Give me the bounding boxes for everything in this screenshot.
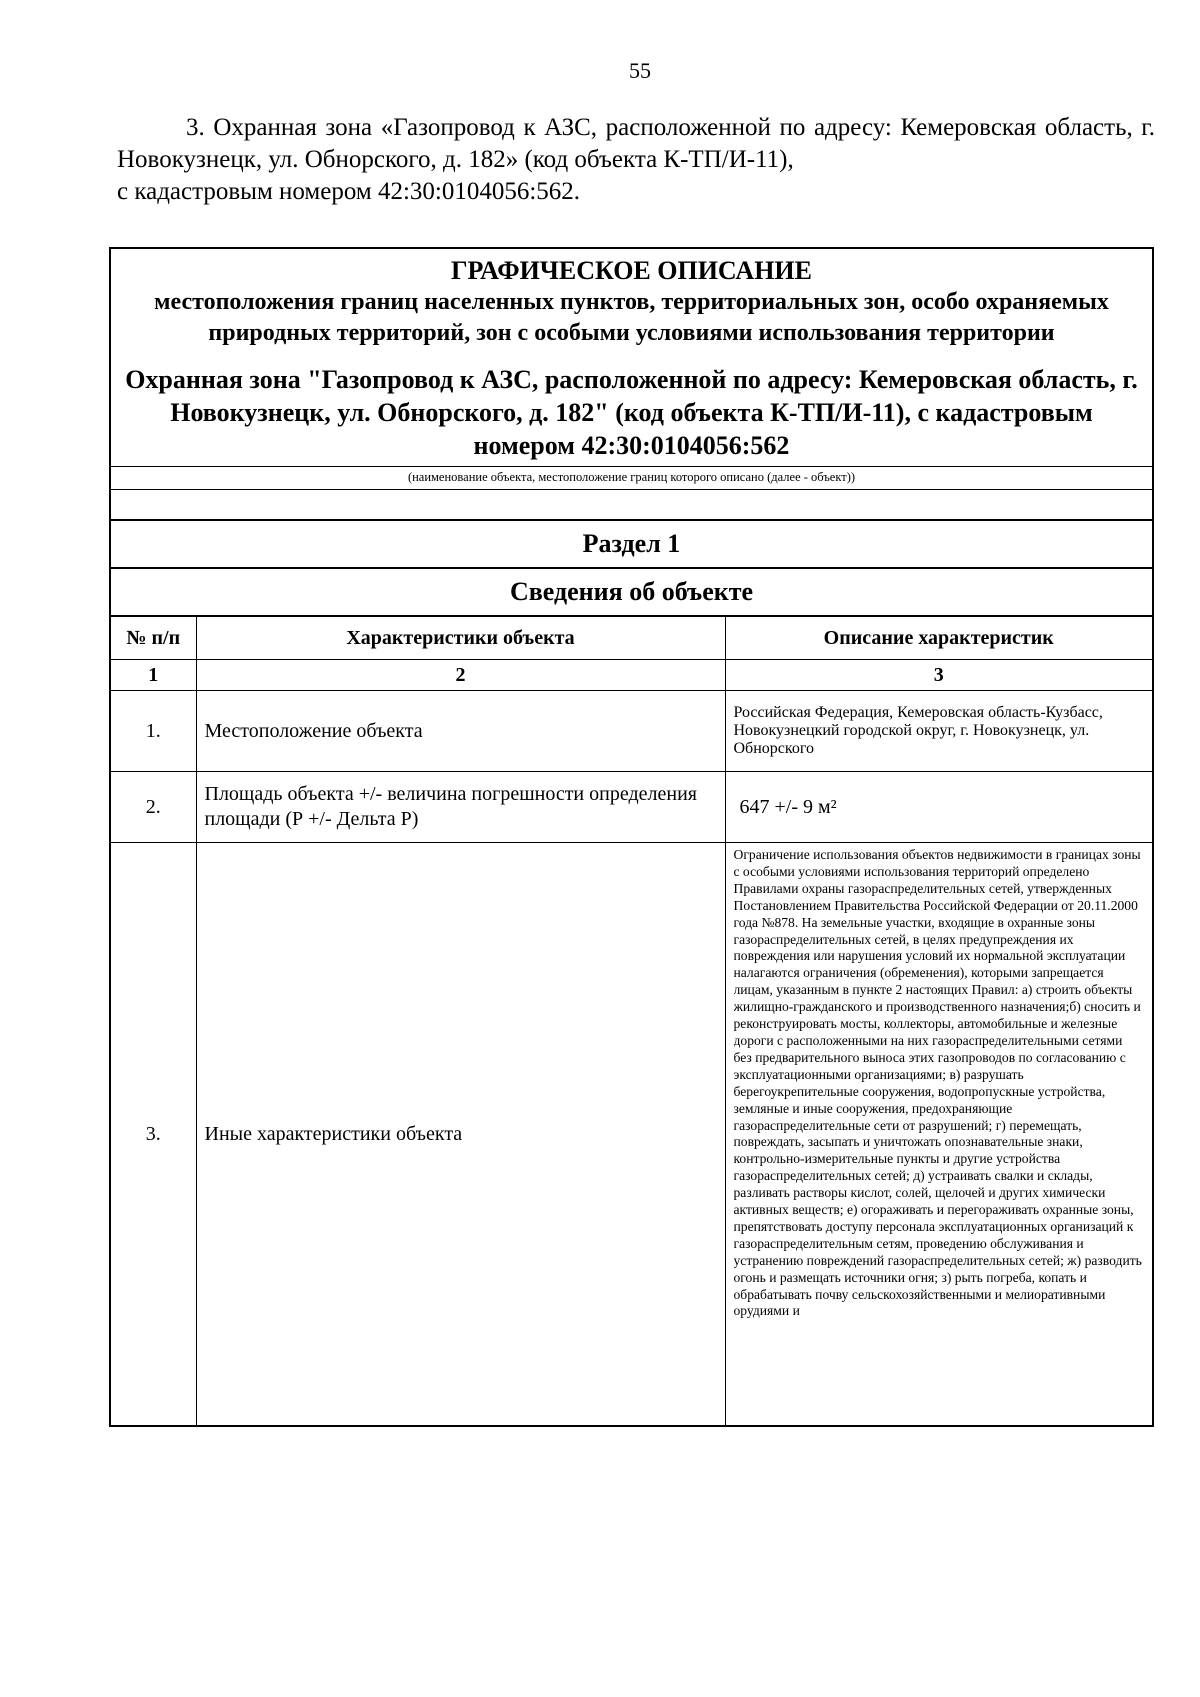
row-number: 3. [111,843,196,1426]
section-title: Раздел 1 [111,519,1152,567]
intro-line-1: 3. Охранная зона «Газопровод к АЗС, расположенной по адресу: Кемеровская область, г. Новокузнецк, ул. Обнорского, д. 182» (код объекта К-ТП/И-11), [117,114,1155,173]
graphic-description-form [109,247,1154,1427]
table-column-numbers [111,660,1152,691]
intro-line-2: с кадастровым номером 42:30:0104056:562. [117,178,581,205]
row-characteristic: Местоположение объекта [196,691,725,772]
column-number-3: 3 [725,660,1152,691]
row-description: Ограничение использования объектов недвижимости в границах зоны с особыми условиями использования территорий определено Правилами охраны газораспределительных сетей, утвержденных Постановлением Правительства Российской Федерации от 20.11.2000 года №878. На земельные участки, входящие в охранные зоны газораспределительных сетей, в целях предупреждения их повреждения или нарушения условий их нормальной эксплуатации налагаются ограничения (обременения), которыми запрещается лицам, указанным в пункте 2 настоящих Правил: а) строить объекты жилищно-гражданского и производственного назначения;б) сносить и реконструировать мосты, коллекторы, автомобильные и железные дороги с расположенными на них газораспределительными сетями без предварительного выноса этих газопроводов по согласованию с эксплуатационными организациями; в) разрушать берегоукрепительные сооружения, водопропускные устройства, земляные и иные сооружения, предохраняющие газораспределительные сети от разрушений; г) перемещать, повреждать, засыпать и уничтожать опознавательные знаки, контрольно-измерительные пункты и другие устройства газораспределительных сетей; д) устраивать свалки и склады, разливать растворы кислот, солей, щелочей и других химически активных веществ; е) огораживать и перегораживать охранные зоны, препятствовать доступу персонала эксплуатационных организаций к газораспределительным сетям, проведению обслуживания и устранению повреждений газораспределительных сетей; ж) разводить огонь и размещать источники огня; з) рыть погреба, копать и обрабатывать почву сельскохозяйственными и мелиоративными орудиями и [733,847,1142,1319]
row-characteristic: Иные характеристики объекта [196,843,725,1426]
title-block [111,249,1152,466]
table-row [111,691,1152,772]
document-subtitle: местоположения границ населенных пунктов, территориальных зон, особо охраняемых природных территорий, зон с особыми условиями использования территории [154,289,1109,346]
object-name: Охранная зона "Газопровод к АЗС, расположенной по адресу: Кемеровская область, г. Новокузнецк, ул. Обнорского, д. 182" (код объекта К-ТП/И-11), с кадастровым номером 42:30:0104056:562 [125,365,1138,460]
header-characteristic: Характеристики объекта [196,616,725,660]
table-header-row [111,616,1152,660]
spacer-row [111,489,1152,519]
header-description: Описание характеристик [725,616,1152,660]
header-number: № п/п [111,616,196,660]
column-number-2: 2 [196,660,725,691]
table-row [111,772,1152,843]
intro-paragraph [117,112,1155,208]
row-number: 2. [111,772,196,843]
column-number-1: 1 [111,660,196,691]
section-subtitle: Сведения об объекте [111,567,1152,615]
row-number: 1. [111,691,196,772]
row-description: Российская Федерация, Кемеровская область-Кузбасс, Новокузнецкий городской округ, г. Новокузнецк, ул. Обнорского [725,691,1152,772]
row-characteristic: Площадь объекта +/- величина погрешности определения площади (Р +/- Дельта Р) [196,772,725,843]
row-description: 647 +/- 9 м² [725,772,1152,843]
document-title: ГРАФИЧЕСКОЕ ОПИСАНИЕ [451,256,812,285]
table-row [111,843,1152,1426]
page-number: 55 [629,58,651,83]
object-info-table [111,615,1152,1425]
object-name-caption: (наименование объекта, местоположение границ которого описано (далее - объект)) [111,466,1152,489]
